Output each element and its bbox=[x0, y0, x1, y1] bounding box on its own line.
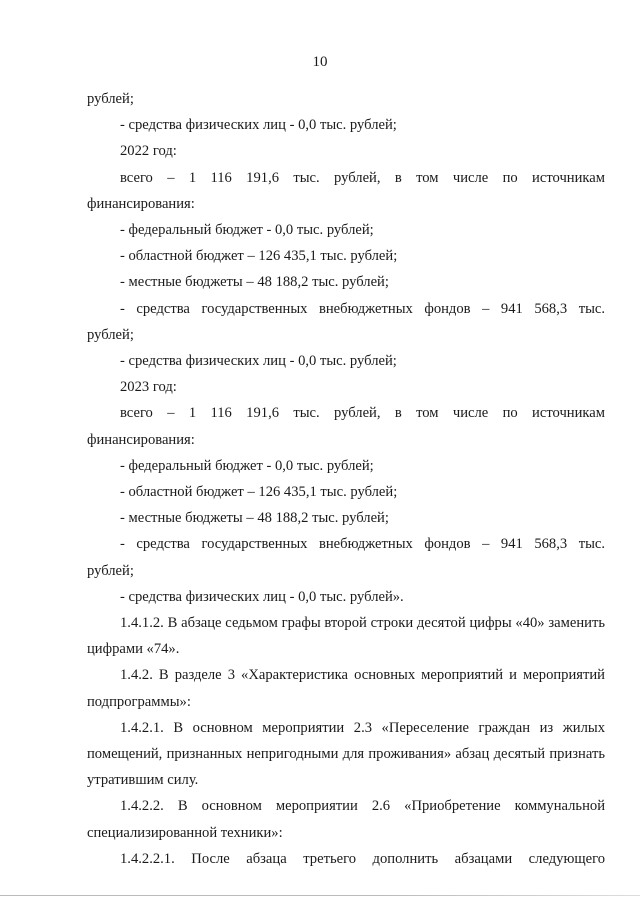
document-body bbox=[87, 86, 605, 872]
paragraph: - областной бюджет – 126 435,1 тыс. рублей; bbox=[120, 248, 398, 265]
paragraph: - федеральный бюджет - 0,0 тыс. рублей; bbox=[120, 222, 374, 239]
year-heading: 2022 год: bbox=[120, 143, 177, 160]
paragraph: - средства физических лиц - 0,0 тыс. рублей». bbox=[120, 588, 404, 605]
paragraph: 1.4.1.2. В абзаце седьмом графы второй строки десятой цифры «40» заменить цифрами «74». bbox=[87, 615, 605, 658]
paragraph: - местные бюджеты – 48 188,2 тыс. рублей; bbox=[120, 274, 389, 291]
paragraph: - средства физических лиц - 0,0 тыс. рублей; bbox=[120, 117, 397, 134]
paragraph: - местные бюджеты – 48 188,2 тыс. рублей; bbox=[120, 510, 389, 527]
paragraph: рублей; bbox=[87, 562, 134, 579]
page-number: 10 bbox=[312, 54, 328, 70]
paragraph: 1.4.2.1. В основном мероприятии 2.3 «Переселение граждан из жилых помещений, признанных непригодными для проживания» абзац десятый признать утратившим силу. bbox=[87, 719, 605, 789]
scan-edge-line bbox=[0, 895, 640, 896]
paragraph: финансирования: bbox=[87, 431, 195, 448]
paragraph: - областной бюджет – 126 435,1 тыс. рублей; bbox=[120, 484, 398, 501]
paragraph: - средства государственных внебюджетных фондов – 941 568,3 тыс. bbox=[120, 300, 605, 317]
paragraph: 1.4.2. В разделе 3 «Характеристика основных мероприятий и мероприятий подпрограммы»: bbox=[87, 667, 605, 710]
paragraph: - федеральный бюджет - 0,0 тыс. рублей; bbox=[120, 457, 374, 474]
paragraph: всего – 1 116 191,6 тыс. рублей, в том числе по источникам bbox=[120, 405, 605, 422]
paragraph: всего – 1 116 191,6 тыс. рублей, в том числе по источникам bbox=[120, 169, 605, 186]
paragraph: рублей; bbox=[87, 326, 134, 343]
paragraph: 1.4.2.2.1. После абзаца третьего дополнить абзацами следующего bbox=[120, 850, 605, 867]
year-heading: 2023 год: bbox=[120, 379, 177, 396]
paragraph: рублей; bbox=[87, 91, 134, 107]
paragraph: - средства государственных внебюджетных фондов – 941 568,3 тыс. bbox=[120, 536, 605, 553]
paragraph: - средства физических лиц - 0,0 тыс. рублей; bbox=[120, 353, 397, 370]
paragraph: финансирования: bbox=[87, 195, 195, 212]
paragraph: 1.4.2.2. В основном мероприятии 2.6 «Приобретение коммунальной специализированной техники»: bbox=[87, 798, 605, 841]
